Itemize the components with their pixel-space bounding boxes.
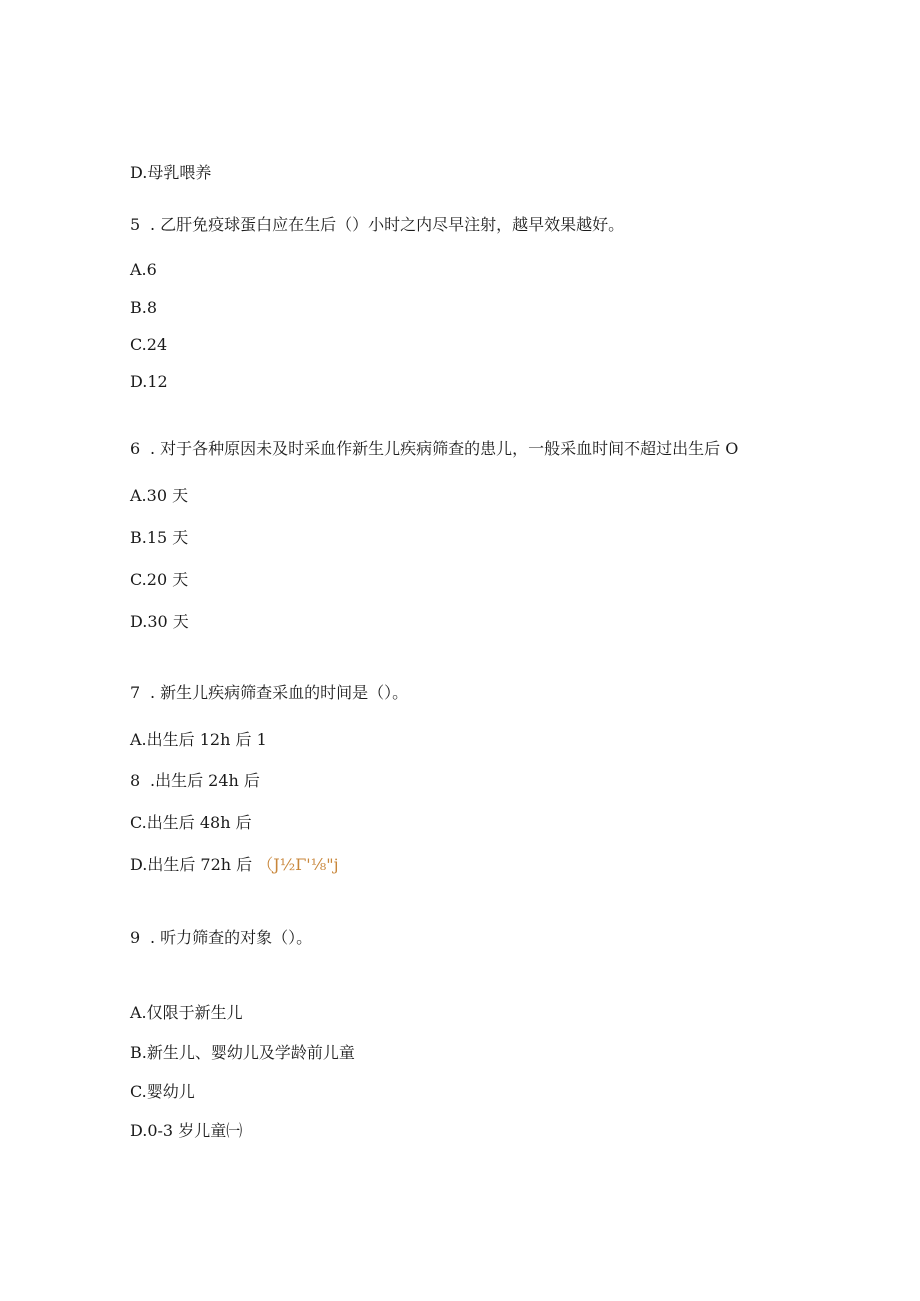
q7-option-d: D.出生后 72h 后 （J½Γ'⅛"j	[130, 855, 339, 874]
q7-option-a: A.出生后 12h 后 1	[130, 730, 267, 749]
question-text: . 对于各种原因未及时采血作新生儿疾病筛查的患儿，一般采血时间不超过出生后 O	[150, 439, 739, 458]
question-7	[130, 683, 408, 703]
q9-option-b: B.新生儿、婴幼儿及学龄前儿童	[130, 1043, 355, 1062]
q5-option-b: B.8	[130, 298, 158, 317]
question-number: 5	[130, 215, 141, 234]
q6-option-a: A.30 天	[130, 486, 189, 505]
q7-option-c: C.出生后 48h 后	[130, 813, 252, 832]
question-text: . 新生儿疾病筛查采血的时间是（）。	[150, 683, 409, 702]
q5-option-a: A.6	[130, 260, 157, 279]
q6-option-b: B.15 天	[130, 528, 189, 547]
question-5	[130, 215, 624, 235]
q5-option-c: C.24	[130, 335, 168, 354]
q5-option-d: D.12	[130, 372, 168, 391]
question-number: 9	[130, 928, 141, 947]
question-number: 8	[130, 771, 141, 790]
question-number: 6	[130, 439, 141, 458]
ocr-artifact-mark: （J½Γ'⅛"j	[257, 855, 339, 874]
question-text: . 听力筛查的对象（）。	[150, 928, 313, 947]
q9-option-c: C.婴幼儿	[130, 1082, 195, 1101]
question-6	[130, 439, 738, 459]
question-9	[130, 928, 312, 948]
q7-option-b: 8 .出生后 24h 后	[130, 771, 260, 790]
question-number: 7	[130, 683, 141, 702]
question-text: . 乙肝免疫球蛋白应在生后（）小时之内尽早注射，越早效果越好。	[150, 215, 625, 234]
q6-option-c: C.20 天	[130, 570, 189, 589]
q9-option-a: A.仅限于新生儿	[130, 1003, 243, 1022]
q9-option-d: D.0-3 岁儿童㈠	[130, 1121, 243, 1140]
option-d-breastfeeding: D.母乳喂养	[130, 163, 212, 182]
q6-option-d: D.30 天	[130, 612, 189, 631]
